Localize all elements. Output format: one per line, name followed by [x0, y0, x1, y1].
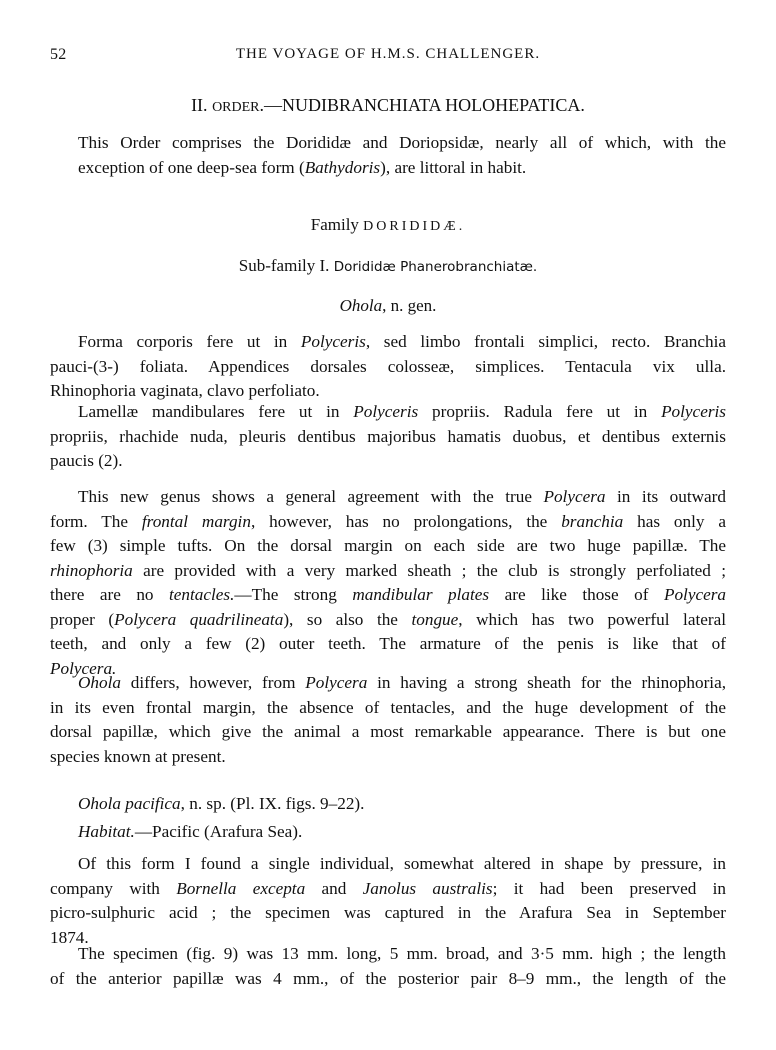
italic-term: Polycera [305, 673, 368, 692]
italic-term: Polycera. [50, 658, 117, 678]
italic-term: mandibular plates [352, 585, 490, 604]
family-heading: Family DORIDIDÆ. [310, 215, 466, 234]
text-line [50, 449, 726, 474]
text-run: few (3) simple tufts. On the dorsal margin on each side are two huge papillæ. The [50, 536, 726, 555]
italic-term: tongue [411, 609, 459, 629]
text-line [50, 720, 726, 745]
text-line [50, 671, 726, 696]
order-heading: II. ORDER.—NUDIBRANCHIATA HOLOHEPATICA. [191, 95, 585, 115]
text-run: propriis. Radula fere ut in [418, 402, 662, 421]
text-line [50, 608, 726, 633]
text-line [50, 534, 726, 559]
text-run: picro-sulphuric acid ; the specimen was captured in the Arafura Sea in September [50, 903, 726, 922]
text-run: has only a [623, 511, 726, 531]
text-line [50, 877, 726, 902]
text-run: This new genus shows a general agreement with the true [78, 487, 544, 506]
text-run: and [305, 878, 363, 898]
english-description-1 [50, 485, 726, 681]
text-line [50, 967, 726, 992]
text-run: 1874. [50, 927, 89, 947]
italic-term: Polycera quadrilineata [114, 609, 284, 629]
italic-term: frontal margin [141, 511, 251, 531]
italic-term: Ohola [78, 673, 121, 692]
text-run: ), so also the [283, 609, 412, 629]
text-run: company with [50, 878, 177, 898]
text-run: proper ( [50, 609, 115, 629]
text-line [50, 852, 726, 877]
italic-term: Polyceris [661, 402, 726, 421]
text-run: Lamellæ mandibulares fere ut in [78, 402, 354, 421]
text-run: there are no [50, 585, 170, 604]
form-paragraph [50, 852, 726, 950]
text-line [50, 901, 726, 926]
specimen-paragraph [50, 942, 726, 991]
text-line [50, 425, 726, 450]
italic-term: Polyceris [300, 332, 366, 351]
english-description-2 [50, 671, 726, 769]
text-line [50, 400, 726, 425]
text-run: in having a strong sheath for the rhinophoria, [367, 673, 726, 692]
text-run: Of this form I found a single individual, somewhat altered in shape by pressure, in [78, 854, 726, 873]
italic-term: tentacles. [169, 585, 235, 604]
text-run: —The strong [234, 585, 353, 604]
text-run: , sed limbo frontali simplici, recto. Branchia [365, 332, 727, 351]
running-header [50, 46, 726, 68]
italic-term: Polycera [663, 585, 726, 604]
text-run: The specimen (fig. 9) was 13 mm. long, 5 mm. broad, and 3·5 mm. high ; the length [78, 944, 726, 963]
genus-heading: Ohola, n. gen. [339, 296, 437, 315]
latin-diagnosis-2 [50, 400, 726, 474]
text-run: in its even frontal margin, the absence of tentacles, and the huge development of the [50, 697, 726, 717]
text-line [50, 745, 726, 770]
subfamily-heading: Sub-family I. Dorididæ Phanerobranchiatæ. [238, 256, 538, 275]
italic-term: Bornella excepta [176, 878, 306, 898]
latin-diagnosis-1 [50, 330, 726, 404]
text-run: , which has two powerful lateral [458, 609, 726, 629]
text-run: , however, has no prolongations, the [250, 511, 562, 531]
text-line [50, 583, 726, 608]
habitat-line: Habitat.—Pacific (Arafura Sea). [78, 822, 303, 841]
text-run: teeth, and only a few (2) outer teeth. The armature of the penis is like that of [50, 634, 726, 653]
text-run: are provided with a very marked sheath ; the club is strongly perfoliated ; [132, 560, 726, 580]
text-line [50, 559, 726, 584]
text-run: Forma corporis fere ut in [78, 332, 301, 351]
text-run: of the anterior papillæ was 4 mm., of the posterior pair 8–9 mm., the length of the [50, 968, 726, 988]
text-run: in its outward [605, 487, 726, 506]
text-line [50, 942, 726, 967]
text-run: propriis, rhachide nuda, pleuris dentibus majoribus hamatis duobus, et dentibus externis [50, 426, 726, 446]
species-heading: Ohola pacifica, n. sp. (Pl. IX. figs. 9–22). [78, 794, 365, 813]
text-run: Rhinophoria vaginata, clavo perfoliato. [50, 381, 320, 400]
text-run: are like those of [489, 585, 664, 604]
italic-term: Polycera [543, 487, 606, 506]
text-line [50, 485, 726, 510]
text-line [50, 632, 726, 657]
intro-paragraph: This Order comprises the Dorididæ and Doriopsidæ, nearly all of which, with the exception of one deep-sea form (Bathydoris), are littoral in habit. [78, 133, 726, 177]
italic-term: Janolus australis [362, 878, 493, 898]
text-line [50, 510, 726, 535]
text-line [50, 355, 726, 380]
text-run: paucis (2). [50, 451, 123, 470]
order-word: ORDER [212, 100, 260, 115]
page-number: 52 [50, 46, 67, 63]
text-run: dorsal papillæ, which give the animal a most remarkable appearance. There is but one [50, 722, 726, 741]
text-run: form. The [50, 511, 142, 531]
italic-term: branchia [561, 511, 624, 531]
text-run: species known at present. [50, 746, 226, 766]
text-run: ; it had been preserved in [492, 878, 726, 898]
italic-term: rhinophoria [50, 560, 133, 580]
text-line [50, 696, 726, 721]
text-line [50, 330, 726, 355]
running-title: THE VOYAGE OF H.M.S. CHALLENGER. [235, 46, 541, 62]
text-run: pauci-(3-) foliata. Appendices dorsales colosseæ, simplices. Tentacula vix ulla. [50, 356, 726, 376]
text-run: differs, however, from [120, 673, 306, 692]
italic-term: Polyceris [353, 402, 419, 421]
